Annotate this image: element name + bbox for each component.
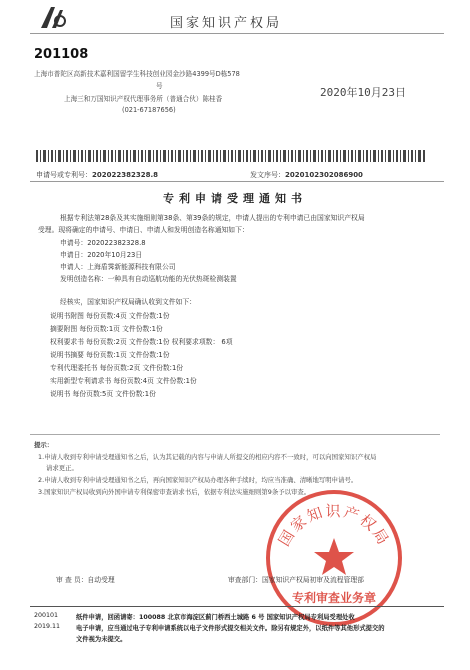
header-rule [30, 33, 444, 34]
doc-no-value: 2020102302086900 [285, 171, 363, 179]
footer-rule [30, 606, 444, 607]
field-application-date: 申请日：2020年10月23日 [60, 251, 143, 259]
dept-value: 国家知识产权局初审及流程管理部 [261, 576, 364, 584]
dept-label: 审查部门： [228, 576, 262, 584]
handwritten-date: 2020年10月23日 [320, 86, 406, 99]
tip-item: 1.申请人收到专利申请受理通知书之后，认为其记载的内容与申请人所提交的相应内容不一致时，可以向国家知识产权局 [38, 453, 377, 461]
doc-no-label: 发文序号： [250, 171, 285, 179]
form-date: 2019.11 [34, 623, 61, 630]
seal-star-icon [314, 538, 354, 575]
documents-intro: 经核实，国家知识产权局确认收到文件如下： [60, 298, 196, 306]
app-no-label: 申请号或专利号： [36, 171, 92, 179]
field-applicant: 申请人：上海盾霁新能源科技有限公司 [60, 263, 176, 271]
recipient-address-line2: 号 [156, 82, 163, 90]
app-no-row [36, 170, 158, 180]
tip-item: 3.国家知识产权局收到向外国申请专利保密审查请求书后，依据专利法实施细则第9条予以审查。 [38, 488, 311, 496]
tips-heading: 提示： [34, 441, 54, 449]
document-item: 说明书 每份页数:5页 文件份数:1份 [50, 390, 156, 398]
footer-line3: 文件视为未提交。 [76, 636, 127, 643]
document-item: 摘要附图 每份页数:1页 文件份数:1份 [50, 325, 163, 333]
office-name: 国家知识产权局 [170, 16, 283, 31]
dept-row [228, 574, 364, 584]
official-seal [262, 486, 406, 630]
app-no-value: 202022382328.8 [92, 171, 158, 179]
seal-top-text: 国家知识产权局 [274, 502, 394, 550]
recipient-address-line1: 上海市普陀区高新技术嘉利国留学生科技创业园金沙路4399号D栋578 [34, 70, 240, 78]
document-item: 实用新型专利请求书 每份页数:4页 文件份数:1份 [50, 377, 197, 385]
document-item: 说明书附图 每份页数:4页 文件份数:1份 [50, 312, 170, 320]
document-item: 权利要求书 每份页数:2页 文件份数:1份 权利要求项数： 6项 [50, 338, 233, 346]
notice-code: 201108 [34, 47, 89, 62]
barcode-strip [36, 150, 426, 162]
footer-line1: 纸件申请，回函请寄：100088 北京市海淀区蓟门桥西土城路 6 号 国家知识产权局专利局受理处收 [76, 614, 355, 621]
form-code: 200101 [34, 612, 59, 619]
tip-item: 2.申请人收到专利申请受理通知书之后，再向国家知识产权局办理各种手续时，均应当准确、清晰地写明申请号。 [38, 476, 358, 484]
document-item: 说明书摘要 每份页数:1页 文件份数:1份 [50, 351, 170, 359]
examiner-label: 审 查 员： [56, 576, 88, 584]
doc-no-row [250, 170, 363, 180]
seal-bottom-text: 专利审查业务章 [291, 591, 377, 605]
agency-phone: (021-67187656) [122, 106, 176, 114]
footer-line2: 电子申请，应当通过电子专利申请系统以电子文件形式提交相关文件。除另有规定外，以纸件等其他形式提交的 [76, 625, 385, 632]
document-item: 专利代理委托书 每份页数:2页 文件份数:1份 [50, 364, 184, 372]
cnipa-logo-icon [38, 4, 68, 32]
meta-rule [30, 181, 444, 182]
examiner-row [56, 574, 115, 584]
tip-item: 请求更正。 [46, 464, 78, 472]
agency-line: 上海三和万国知识产权代理事务所（普通合伙）陈桂香 [64, 95, 223, 103]
intro-line1: 根据专利法第28条及其实施细则第38条、第39条的规定，申请人提出的专利申请已由国家知识产权局 [60, 214, 365, 222]
intro-line2: 受理。现将确定的申请号、申请日、申请人和发明创造名称通知如下： [38, 226, 249, 234]
examiner-value: 自动受理 [87, 576, 115, 584]
field-application-number: 申请号：202022382328.8 [60, 239, 146, 247]
notice-title: 专利申请受理通知书 [163, 192, 307, 205]
field-invention-title: 发明创造名称：一种具有自动巡航功能的光伏热斑检测装置 [60, 275, 237, 283]
